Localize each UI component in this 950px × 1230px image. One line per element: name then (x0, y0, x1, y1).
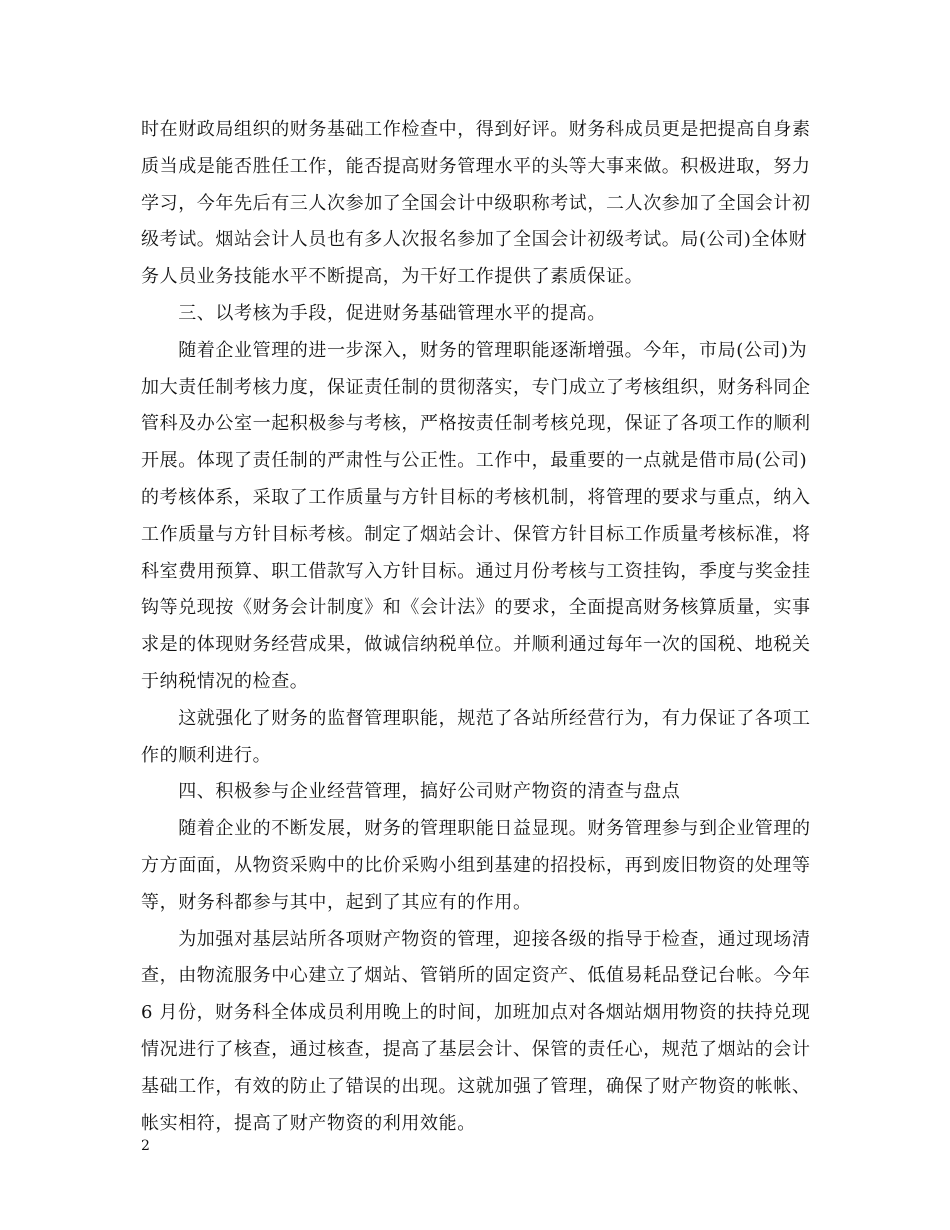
section-heading-three (141, 296, 811, 333)
text-line: 开展。体现了责任制的严肃性与公正性。工作中，最重要的一点就是借市局(公司) (141, 450, 808, 472)
text-line: 求是的体现财务经营成果，做诚信纳税单位。并顺利通过每年一次的国税、地税关 (141, 634, 811, 656)
text-line: 作的顺利进行。 (141, 744, 272, 766)
text-line: 管科及办公室一起积极参与考核，严格按责任制考核兑现，保证了各项工作的顺利 (141, 413, 811, 435)
text-line: 情况进行了核查，通过核查，提高了基层会计、保管的责任心，规范了烟站的会计 (141, 1038, 811, 1060)
text-line: 为加强对基层站所各项财产物资的管理，迎接各级的指导于检查，通过现场清 (141, 928, 811, 950)
paragraph-asset-inventory (141, 922, 811, 1143)
text-line: 基础工作，有效的防止了错误的出现。这就加强了管理，确保了财产物资的帐帐、 (141, 1075, 811, 1097)
text-line: 6 月份，财务科全体成员利用晚上的时间，加班加点对各烟站烟用物资的扶持兑现 (141, 1002, 811, 1024)
text-line: 质当成是能否胜任工作，能否提高财务管理水平的头等大事来做。积极进取，努力 (141, 155, 811, 177)
paragraph-assessment (141, 333, 811, 701)
text-line: 钩等兑现按《财务会计制度》和《会计法》的要求，全面提高财务核算质量，实事 (141, 597, 811, 619)
text-line: 随着企业管理的进一步深入，财务的管理职能逐渐增强。今年，市局(公司)为 (141, 339, 808, 361)
page-number: 2 (141, 1138, 150, 1154)
text-line: 时在财政局组织的财务基础工作检查中，得到好评。财务科成员更是把提高自身素 (141, 119, 811, 140)
text-line: 科室费用预算、职工借款写入方针目标。通过月份考核与工资挂钩，季度与奖金挂 (141, 560, 811, 582)
text-line: 工作质量与方针目标考核。制定了烟站会计、保管方针目标工作质量考核标准，将 (141, 523, 811, 545)
heading-line: 三、以考核为手段，促进财务基础管理水平的提高。 (141, 302, 606, 324)
text-line: 务人员业务技能水平不断提高，为干好工作提供了素质保证。 (141, 266, 644, 288)
text-line: 随着企业的不断发展，财务的管理职能日益显现。财务管理参与到企业管理的 (141, 818, 811, 840)
paragraph-finance-team-quality (141, 112, 811, 296)
text-line: 查，由物流服务中心建立了烟站、管销所的固定资产、低值易耗品登记台帐。今年 (141, 965, 811, 987)
document-body (141, 112, 811, 1142)
text-line: 这就强化了财务的监督管理职能，规范了各站所经营行为，有力保证了各项工 (141, 707, 811, 729)
text-line: 于纳税情况的检查。 (141, 670, 309, 692)
text-line: 级考试。烟站会计人员也有多人次报名参加了全国会计初级考试。局(公司)全体财 (141, 229, 808, 251)
paragraph-business-management (141, 811, 811, 921)
paragraph-supervision (141, 701, 811, 775)
text-line: 加大责任制考核力度，保证责任制的贯彻落实，专门成立了考核组织，财务科同企 (141, 376, 811, 398)
text-line: 帐实相符，提高了财产物资的利用效能。 (141, 1112, 476, 1134)
text-line: 的考核体系，采取了工作质量与方针目标的考核机制，将管理的要求与重点，纳入 (141, 486, 811, 508)
text-line: 学习，今年先后有三人次参加了全国会计中级职称考试，二人次参加了全国会计初 (141, 192, 811, 214)
text-line: 等，财务科都参与其中，起到了其应有的作用。 (141, 891, 532, 913)
section-heading-four (141, 774, 811, 811)
text-line: 方方面面，从物资采购中的比价采购小组到基建的招投标，再到废旧物资的处理等 (141, 854, 811, 876)
heading-line: 四、积极参与企业经营管理，搞好公司财产物资的清查与盘点 (141, 781, 681, 803)
